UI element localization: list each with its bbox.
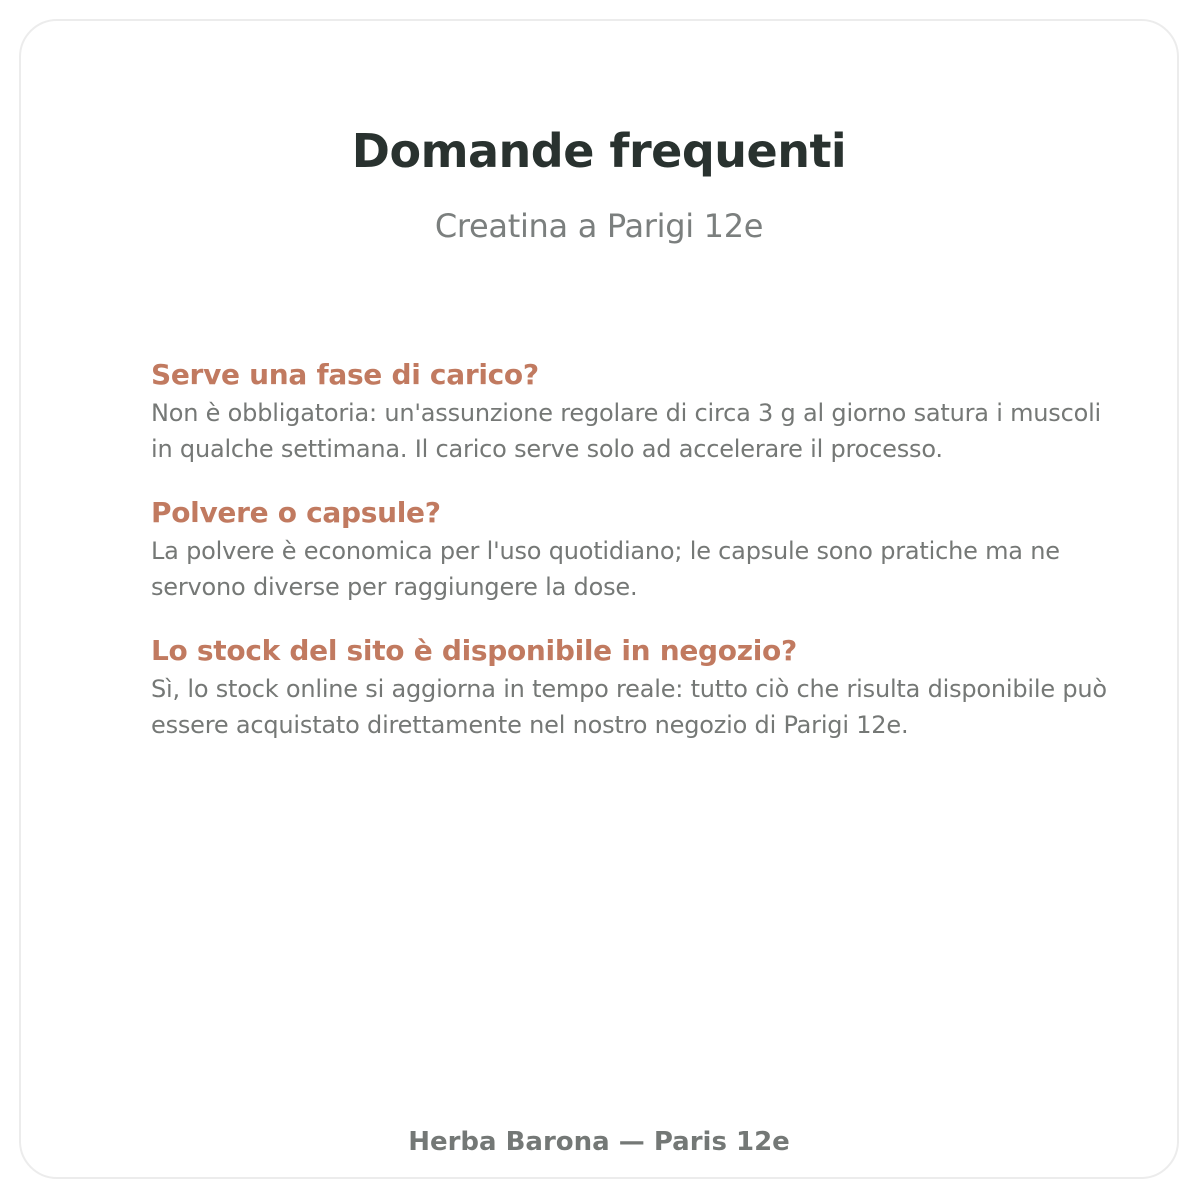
faq-question: Serve una fase di carico? bbox=[151, 358, 539, 391]
faq-list bbox=[151, 355, 1111, 769]
faq-answer: Sì, lo stock online si aggiorna in tempo reale: tutto ciò che risulta disponibile può essere acquistato direttamente nel nostro negozio di Parigi 12e. bbox=[151, 675, 1107, 739]
faq-item bbox=[151, 493, 1111, 605]
faq-question: Lo stock del sito è disponibile in negozio? bbox=[151, 634, 797, 667]
faq-answer: Non è obbligatoria: un'assunzione regolare di circa 3 g al giorno satura i muscoli in qualche settimana. Il carico serve solo ad accelerare il processo. bbox=[151, 399, 1102, 463]
faq-item bbox=[151, 355, 1111, 467]
page-title: Domande frequenti bbox=[351, 124, 847, 178]
faq-answer: La polvere è economica per l'uso quotidiano; le capsule sono pratiche ma ne servono diverse per raggiungere la dose. bbox=[151, 537, 1060, 601]
faq-item bbox=[151, 631, 1111, 743]
footer-store-name: Herba Barona — Paris 12e bbox=[408, 1127, 790, 1157]
page-subtitle: Creatina a Parigi 12e bbox=[434, 207, 764, 245]
faq-card bbox=[19, 19, 1179, 1179]
faq-question: Polvere o capsule? bbox=[151, 496, 441, 529]
